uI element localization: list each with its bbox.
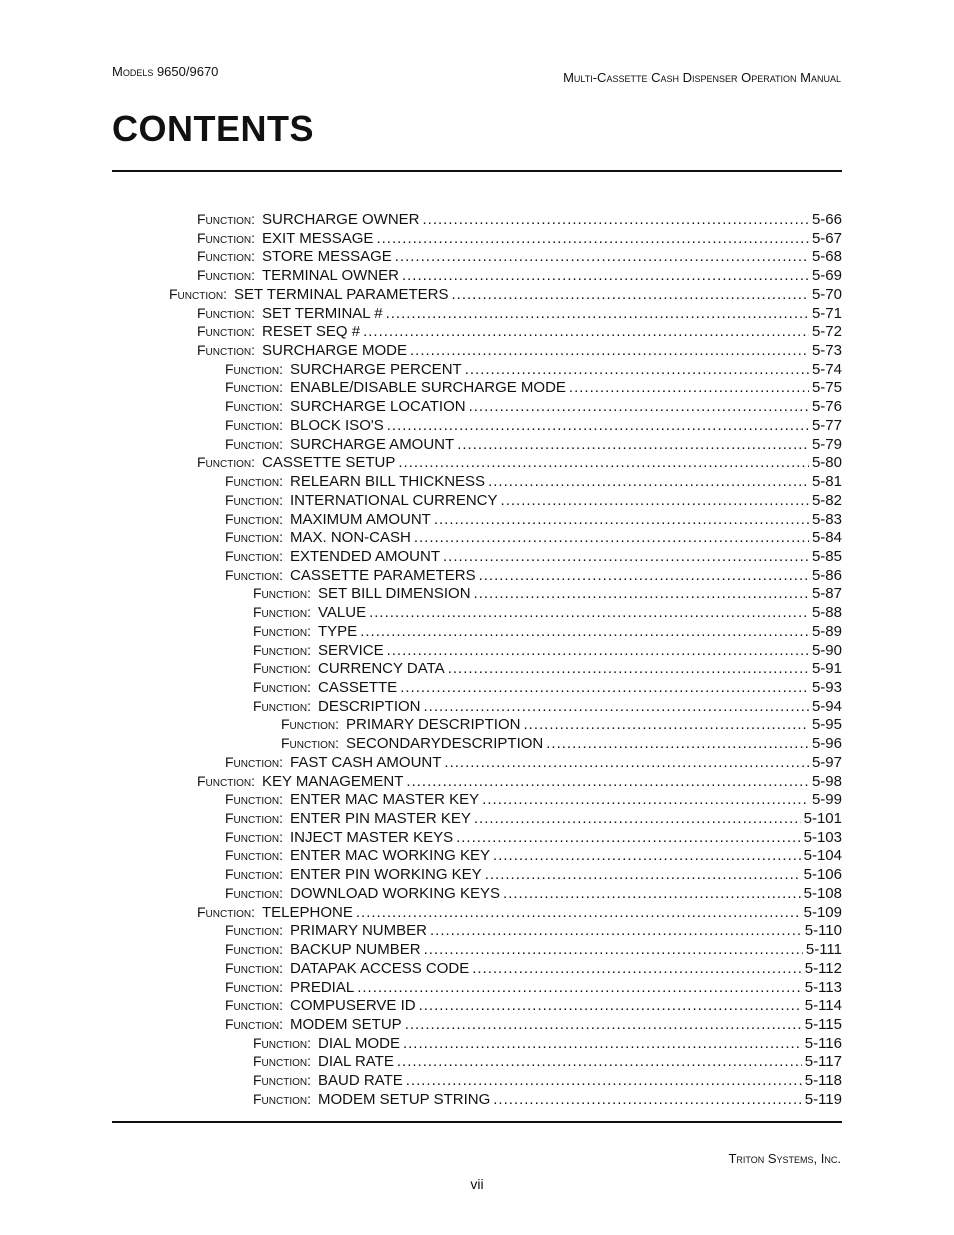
toc-leader-dots <box>387 417 809 434</box>
toc-entry-label: TERMINAL OWNER <box>262 267 399 285</box>
toc-function-prefix: Function: <box>197 304 255 321</box>
toc-leader-dots <box>482 791 809 808</box>
toc-leader-dots <box>503 885 801 902</box>
toc-entry-label: ENTER PIN WORKING KEY <box>290 866 482 884</box>
footer-company: Triton Systems, Inc. <box>728 1151 841 1166</box>
toc-entry-label: TYPE <box>318 622 358 640</box>
toc-leader-dots <box>474 810 801 827</box>
toc-leader-dots <box>488 473 809 490</box>
toc-entry-page: 5-90 <box>811 641 842 659</box>
toc-entry <box>225 810 842 828</box>
toc-function-prefix: Function: <box>225 997 283 1014</box>
toc-entry-label: SURCHARGE LOCATION <box>290 398 466 416</box>
toc-entry-page: 5-81 <box>811 473 842 491</box>
toc-entry-label: SURCHARGE MODE <box>262 342 408 360</box>
toc-entry-page: 5-85 <box>811 547 842 565</box>
toc-entry-label: SURCHARGE AMOUNT <box>290 435 455 453</box>
toc-entry <box>225 997 842 1015</box>
toc-entry <box>253 585 842 603</box>
toc-entry <box>225 548 842 566</box>
toc-leader-dots <box>469 398 809 415</box>
toc-entry-page: 5-76 <box>811 398 842 416</box>
toc-entry <box>253 1072 842 1090</box>
toc-entry <box>225 754 842 772</box>
toc-entry <box>225 473 842 491</box>
toc-entry-label: PRIMARY NUMBER <box>290 922 427 940</box>
toc-entry-page: 5-119 <box>804 1090 842 1108</box>
toc-entry <box>281 735 842 753</box>
toc-entry <box>225 829 842 847</box>
toc-function-prefix: Function: <box>225 529 283 546</box>
toc-entry-label: TELEPHONE <box>262 903 353 921</box>
toc-entry <box>253 1053 842 1071</box>
toc-leader-dots <box>395 248 809 265</box>
toc-entry-page: 5-113 <box>804 978 842 996</box>
toc-leader-dots <box>405 1016 802 1033</box>
toc-entry-page: 5-70 <box>811 285 842 303</box>
toc-function-prefix: Function: <box>225 866 283 883</box>
toc-function-prefix: Function: <box>253 679 311 695</box>
toc-leader-dots <box>398 454 809 471</box>
toc-leader-dots <box>403 1035 802 1052</box>
toc-entry <box>225 885 842 903</box>
toc-function-prefix: Function: <box>197 211 255 227</box>
toc-entry <box>225 1016 842 1034</box>
bottom-divider <box>112 1121 842 1123</box>
toc-entry-label: CASSETTE <box>318 679 398 696</box>
toc-function-prefix: Function: <box>225 847 283 864</box>
toc-function-prefix: Function: <box>197 323 255 340</box>
toc-leader-dots <box>357 979 802 996</box>
toc-entry <box>225 567 842 585</box>
header-models: Models 9650/9670 <box>112 64 219 79</box>
toc-entry-page: 5-104 <box>803 847 842 865</box>
toc-entry-page: 5-114 <box>804 997 842 1015</box>
toc-leader-dots <box>424 941 803 958</box>
toc-entry-label: DIAL MODE <box>318 1034 400 1052</box>
toc-function-prefix: Function: <box>225 1015 283 1032</box>
toc-function-prefix: Function: <box>197 267 255 284</box>
toc-entry-label: CASSETTE SETUP <box>262 454 396 472</box>
toc-entry <box>197 323 842 341</box>
toc-entry-page: 5-71 <box>811 304 842 322</box>
toc-entry-label: ENABLE/DISABLE SURCHARGE MODE <box>290 379 566 397</box>
toc-leader-dots <box>430 922 802 939</box>
toc-entry-label: SURCHARGE PERCENT <box>290 360 462 378</box>
toc-entry <box>225 791 842 809</box>
toc-function-prefix: Function: <box>253 697 311 714</box>
toc-entry-page: 5-99 <box>811 791 842 809</box>
toc-entry <box>197 305 842 323</box>
toc-entry-page: 5-109 <box>803 903 842 921</box>
toc-entry-label: SECONDARYDESCRIPTION <box>346 735 544 753</box>
toc-function-prefix: Function: <box>225 791 283 808</box>
toc-entry-page: 5-88 <box>811 604 842 622</box>
toc-entry-page: 5-73 <box>811 342 842 360</box>
toc-function-prefix: Function: <box>253 1053 311 1070</box>
toc-function-prefix: Function: <box>197 772 255 789</box>
toc-leader-dots <box>376 230 809 247</box>
toc-entry-page: 5-101 <box>803 810 842 828</box>
toc-entry-label: COMPUSERVE ID <box>290 997 416 1015</box>
toc-function-prefix: Function: <box>225 978 283 995</box>
toc-leader-dots <box>546 735 809 752</box>
toc-leader-dots <box>424 698 809 715</box>
toc-entry <box>281 716 842 734</box>
toc-leader-dots <box>457 436 809 453</box>
toc-entry <box>225 922 842 940</box>
toc-entry-label: DOWNLOAD WORKING KEYS <box>290 884 501 902</box>
toc-function-prefix: Function: <box>197 454 255 471</box>
toc-entry-page: 5-118 <box>804 1072 842 1090</box>
toc-entry <box>225 941 842 959</box>
toc-entry <box>225 529 842 547</box>
toc-leader-dots <box>472 960 802 977</box>
toc-function-prefix: Function: <box>253 1072 311 1089</box>
toc-entry-page: 5-96 <box>811 735 842 753</box>
toc-entry-page: 5-86 <box>811 566 842 584</box>
toc-entry-page: 5-68 <box>811 248 842 266</box>
header-manual-title: Multi-Cassette Cash Dispenser Operation Manual <box>563 70 841 85</box>
toc-entry <box>253 1091 842 1109</box>
toc-leader-dots <box>419 997 802 1014</box>
toc-entry <box>253 698 842 716</box>
toc-entry <box>197 267 842 285</box>
toc-entry-page: 5-77 <box>811 416 842 434</box>
toc-entry-label: PRIMARY DESCRIPTION <box>346 716 521 734</box>
toc-entry <box>197 454 842 472</box>
toc-entry <box>225 417 842 435</box>
toc-entry-page: 5-66 <box>811 211 842 228</box>
toc-entry <box>225 960 842 978</box>
toc-function-prefix: Function: <box>225 360 283 377</box>
toc-leader-dots <box>456 829 801 846</box>
toc-entry <box>253 679 842 697</box>
toc-leader-dots <box>363 323 809 340</box>
toc-leader-dots <box>386 305 809 322</box>
toc-leader-dots <box>414 529 809 546</box>
toc-entry-label: STORE MESSAGE <box>262 248 392 266</box>
toc-leader-dots <box>474 585 809 602</box>
toc-leader-dots <box>406 1072 802 1089</box>
toc-leader-dots <box>465 361 809 378</box>
toc-entry-label: CURRENCY DATA <box>318 660 445 678</box>
toc-function-prefix: Function: <box>225 566 283 583</box>
toc-function-prefix: Function: <box>197 229 255 246</box>
toc-entry-label: VALUE <box>318 604 367 622</box>
toc-entry-page: 5-108 <box>803 884 842 902</box>
toc-entry <box>225 866 842 884</box>
toc-entry-page: 5-103 <box>803 828 842 846</box>
toc-entry-label: BACKUP NUMBER <box>290 941 421 959</box>
toc-leader-dots <box>452 286 809 303</box>
toc-function-prefix: Function: <box>225 753 283 770</box>
toc-leader-dots <box>444 754 809 771</box>
toc-function-prefix: Function: <box>281 716 339 733</box>
toc-entry-label: SURCHARGE OWNER <box>262 211 420 228</box>
toc-entry-label: RESET SEQ # <box>262 323 361 341</box>
toc-entry <box>253 604 842 622</box>
toc-entry-page: 5-94 <box>811 697 842 715</box>
toc-function-prefix: Function: <box>225 510 283 527</box>
toc-leader-dots <box>523 716 808 733</box>
toc-entry-label: KEY MANAGEMENT <box>262 772 404 790</box>
toc-entry-page: 5-95 <box>811 716 842 734</box>
toc-entry-label: RELEARN BILL THICKNESS <box>290 473 486 491</box>
toc-entry-page: 5-82 <box>811 491 842 509</box>
toc-entry <box>225 979 842 997</box>
toc-function-prefix: Function: <box>225 398 283 415</box>
toc-entry-label: SET TERMINAL # <box>262 304 383 322</box>
toc-leader-dots <box>402 267 809 284</box>
toc-entry-page: 5-117 <box>804 1053 842 1071</box>
toc-entry-page: 5-75 <box>811 379 842 397</box>
toc-function-prefix: Function: <box>253 585 311 602</box>
toc-leader-dots <box>369 604 809 621</box>
toc-function-prefix: Function: <box>197 903 255 920</box>
toc-function-prefix: Function: <box>225 416 283 433</box>
toc-leader-dots <box>400 679 809 696</box>
top-divider <box>112 170 842 172</box>
toc-function-prefix: Function: <box>225 810 283 827</box>
toc-entry-label: ENTER PIN MASTER KEY <box>290 810 471 828</box>
toc-entry <box>225 379 842 397</box>
toc-entry <box>225 492 842 510</box>
toc-entry-label: BLOCK ISO'S <box>290 416 384 434</box>
toc-entry-page: 5-106 <box>803 866 842 884</box>
toc-entry <box>253 623 842 641</box>
toc-entry-page: 5-89 <box>811 622 842 640</box>
toc-entry-page: 5-98 <box>811 772 842 790</box>
toc-function-prefix: Function: <box>253 604 311 621</box>
toc-leader-dots <box>434 511 809 528</box>
footer-page-number: vii <box>470 1176 484 1192</box>
toc-function-prefix: Function: <box>225 547 283 564</box>
toc-function-prefix: Function: <box>225 922 283 939</box>
toc-leader-dots <box>443 548 809 565</box>
toc-leader-dots <box>493 1091 801 1108</box>
toc-leader-dots <box>406 773 809 790</box>
toc-entry-page: 5-91 <box>811 660 842 678</box>
toc-entry-page: 5-80 <box>811 454 842 472</box>
toc-entry <box>197 248 842 266</box>
toc-entry <box>197 773 842 791</box>
toc-entry-page: 5-97 <box>811 753 842 771</box>
toc-function-prefix: Function: <box>253 1034 311 1051</box>
toc-function-prefix: Function: <box>281 735 339 752</box>
toc-leader-dots <box>423 211 809 228</box>
toc-leader-dots <box>501 492 809 509</box>
toc-entry <box>197 230 842 248</box>
toc-function-prefix: Function: <box>169 285 227 302</box>
toc-entry-label: MAXIMUM AMOUNT <box>290 510 431 528</box>
toc-entry <box>225 436 842 454</box>
toc-entry-label: INJECT MASTER KEYS <box>290 828 454 846</box>
toc-function-prefix: Function: <box>197 248 255 265</box>
toc-entry-label: MODEM SETUP STRING <box>318 1090 491 1108</box>
toc-entry-label: SET BILL DIMENSION <box>318 585 471 603</box>
toc-entry <box>253 642 842 660</box>
toc-entry-page: 5-79 <box>811 435 842 453</box>
toc-leader-dots <box>479 567 809 584</box>
toc-entry-page: 5-84 <box>811 529 842 547</box>
toc-leader-dots <box>397 1053 802 1070</box>
toc-entry-page: 5-115 <box>804 1015 842 1033</box>
toc-function-prefix: Function: <box>253 641 311 658</box>
toc-function-prefix: Function: <box>253 1090 311 1107</box>
toc-entry-label: DESCRIPTION <box>318 697 421 715</box>
toc-entry <box>225 511 842 529</box>
toc-function-prefix: Function: <box>225 959 283 976</box>
toc-entry-page: 5-72 <box>811 323 842 341</box>
toc-entry-label: MODEM SETUP <box>290 1015 402 1033</box>
toc-function-prefix: Function: <box>225 491 283 508</box>
toc-entry-label: ENTER MAC WORKING KEY <box>290 847 491 865</box>
toc-leader-dots <box>356 904 801 921</box>
toc-entry <box>253 1035 842 1053</box>
toc-entry <box>197 342 842 360</box>
toc-entry-label: PREDIAL <box>290 978 355 996</box>
toc-entry-label: CASSETTE PARAMETERS <box>290 566 476 584</box>
toc-entry <box>253 660 842 678</box>
toc-function-prefix: Function: <box>225 828 283 845</box>
toc-entry <box>197 904 842 922</box>
toc-leader-dots <box>387 642 809 659</box>
toc-entry-label: DATAPAK ACCESS CODE <box>290 959 470 977</box>
toc-entry-label: ENTER MAC MASTER KEY <box>290 791 480 809</box>
toc-function-prefix: Function: <box>225 473 283 490</box>
toc-entry-label: FAST CASH AMOUNT <box>290 753 442 771</box>
toc-function-prefix: Function: <box>225 379 283 396</box>
toc-entry-label: DIAL RATE <box>318 1053 394 1071</box>
toc-leader-dots <box>448 660 809 677</box>
toc-entry-page: 5-112 <box>804 959 842 977</box>
page-title: CONTENTS <box>112 108 314 149</box>
toc-leader-dots <box>360 623 809 640</box>
toc-function-prefix: Function: <box>197 342 255 359</box>
toc-function-prefix: Function: <box>225 435 283 452</box>
toc-entry-page: 5-67 <box>811 229 842 247</box>
toc-entry-page: 5-110 <box>804 922 842 940</box>
toc-leader-dots <box>410 342 809 359</box>
toc-entry <box>169 286 842 304</box>
toc-entry-page: 5-69 <box>811 267 842 285</box>
toc-entry <box>225 398 842 416</box>
toc-function-prefix: Function: <box>225 884 283 901</box>
toc-entry <box>197 211 842 229</box>
toc-entry-label: BAUD RATE <box>318 1072 403 1090</box>
toc-entry-page: 5-83 <box>811 510 842 528</box>
toc-entry-label: SET TERMINAL PARAMETERS <box>234 285 449 303</box>
toc-entry <box>225 361 842 379</box>
toc-function-prefix: Function: <box>253 660 311 677</box>
toc-entry-page: 5-93 <box>811 679 842 696</box>
toc-entry <box>225 847 842 865</box>
toc-function-prefix: Function: <box>225 941 283 958</box>
toc-entry-label: EXIT MESSAGE <box>262 229 374 247</box>
toc-entry-label: SERVICE <box>318 641 384 659</box>
toc-leader-dots <box>493 847 801 864</box>
toc-leader-dots <box>569 379 809 396</box>
toc-leader-dots <box>485 866 801 883</box>
toc-entry-page: 5-74 <box>811 360 842 378</box>
toc-function-prefix: Function: <box>253 622 311 639</box>
toc-entry-label: INTERNATIONAL CURRENCY <box>290 491 498 509</box>
toc-entry-label: EXTENDED AMOUNT <box>290 547 441 565</box>
toc-entry-page: 5-116 <box>804 1034 842 1052</box>
toc-entry-page: 5-111 <box>805 941 842 959</box>
toc-entry-page: 5-87 <box>811 585 842 603</box>
toc-entry-label: MAX. NON-CASH <box>290 529 411 547</box>
